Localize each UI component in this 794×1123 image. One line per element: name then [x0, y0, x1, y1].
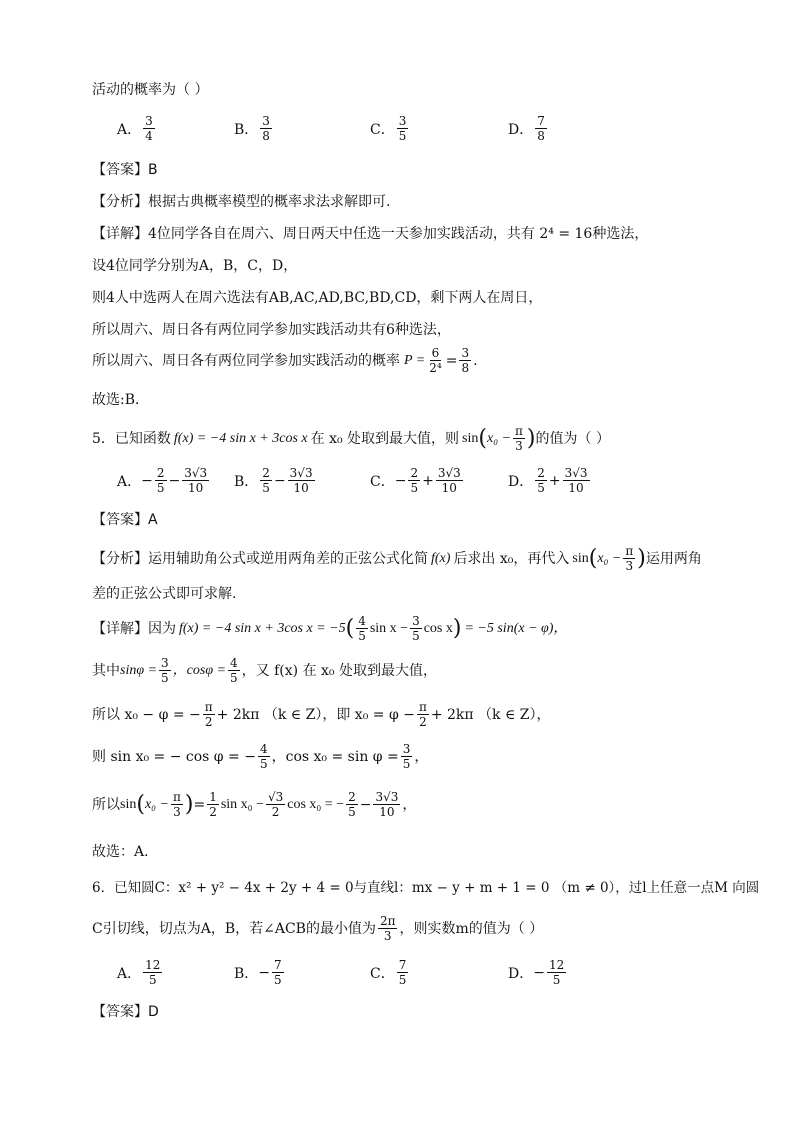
- fraction: [258, 742, 270, 771]
- denominator: 5: [148, 973, 157, 987]
- denominator: 8: [537, 129, 545, 143]
- fraction: [623, 544, 635, 573]
- q4-conclusion: 故选:B．: [92, 392, 150, 408]
- q4-answer: 【答案】B: [92, 162, 158, 178]
- q6-stem-1: 6．已知圆C：x² + y² − 4x + 2y + 4 = 0与直线l：mx − y + m + 1 = 0 （m ≠ 0），过l上任意一点M 向圆: [92, 880, 760, 896]
- q6-option-b: [234, 958, 286, 987]
- fraction: [401, 742, 413, 771]
- math-text: −: [394, 472, 407, 489]
- q5-stem: [92, 424, 610, 453]
- q4-detail-2: 设4位同学分别为A，B，C，D，: [92, 258, 298, 274]
- numerator: 3: [161, 656, 169, 670]
- fraction: [417, 700, 429, 729]
- q4-detail-4: 所以周六、周日各有两位同学参加实践活动共有6种选法，: [92, 322, 451, 338]
- denominator: 10: [293, 481, 309, 495]
- paren: (: [588, 545, 598, 571]
- math-text: 【详解】因为: [92, 620, 176, 637]
- q4-option-b: [234, 114, 274, 143]
- math-text: ，: [414, 748, 429, 765]
- denominator: 10: [441, 481, 457, 495]
- q4-analysis: 【分析】根据古典概率模型的概率求法求解即可.: [92, 194, 391, 210]
- paren-open: (: [478, 425, 487, 451]
- paren: ): [184, 791, 194, 817]
- q5-option-b: [234, 466, 317, 495]
- q5-detail-5: [92, 790, 416, 819]
- math: =: [445, 352, 458, 369]
- numerator: π: [418, 700, 427, 714]
- denominator: 3: [173, 805, 181, 819]
- option-label: D．: [508, 121, 534, 138]
- math-text: 【分析】运用辅助角公式或逆用两角差的正弦公式化简: [92, 550, 428, 567]
- fraction: [535, 114, 547, 143]
- fraction: [547, 958, 566, 987]
- math-text: ，cos x₀ = sin φ =: [271, 748, 399, 765]
- q4-detail-5: [92, 346, 478, 375]
- numerator: π: [625, 544, 634, 558]
- fraction: [260, 466, 272, 495]
- math-text: −: [141, 472, 153, 489]
- math-text: 所以: [92, 796, 120, 813]
- numerator: 3√3: [375, 790, 399, 804]
- denominator: 5: [412, 629, 420, 643]
- denominator: 8: [461, 361, 470, 375]
- fraction: [266, 790, 285, 819]
- fraction: [203, 700, 215, 729]
- fraction: [143, 114, 155, 143]
- numerator: 2: [410, 466, 419, 480]
- numerator: 4: [358, 614, 366, 628]
- fraction: [346, 790, 358, 819]
- math-text: ，则实数m的值为（ ）: [399, 920, 544, 937]
- fraction: [155, 466, 167, 495]
- denominator: 5: [398, 129, 407, 143]
- q4-detail-3: 则4人中选两人在周六选法有AB,AC,AD,BC,BD,CD，剩下两人在周日，: [92, 290, 543, 306]
- denominator: 5: [402, 757, 411, 771]
- math: x₀ −: [486, 430, 512, 446]
- denominator: 5: [262, 481, 270, 495]
- paren: ): [637, 545, 646, 571]
- denominator: 5: [348, 805, 356, 819]
- fraction: [563, 466, 590, 495]
- fraction: [408, 466, 420, 495]
- math-text: −: [533, 964, 545, 981]
- denominator: 3: [515, 439, 523, 453]
- math-text: C引切线，切点为A，B，若∠ACB的最小值为: [92, 920, 376, 937]
- numerator: 4: [259, 742, 268, 756]
- numerator: 3: [461, 346, 470, 360]
- option-label: B．: [234, 121, 259, 138]
- math-text: C．: [370, 473, 395, 490]
- denominator: 5: [410, 481, 419, 495]
- math: f(x) = −4 sin x + 3cos x: [173, 430, 308, 446]
- denominator: 5: [552, 973, 561, 987]
- q5-answer: 【答案】A: [92, 512, 158, 528]
- q5-analysis: [92, 544, 702, 573]
- numerator: 2: [348, 790, 356, 804]
- fraction: [272, 958, 284, 987]
- fraction: [182, 466, 209, 495]
- denominator: 5: [537, 481, 545, 495]
- text: .: [473, 352, 478, 369]
- denominator: 5: [259, 757, 268, 771]
- fraction: [373, 790, 400, 819]
- q6-stem-2: [92, 914, 543, 943]
- q4-option-d: [508, 114, 549, 143]
- text: 在 x₀ 处取到最大值，则: [310, 430, 460, 447]
- fraction: [378, 914, 398, 943]
- fraction: [535, 466, 547, 495]
- denominator: 10: [379, 805, 395, 819]
- numerator: 7: [398, 958, 407, 972]
- numerator: 4: [230, 656, 238, 670]
- numerator: √3: [267, 790, 284, 804]
- numerator: 2π: [379, 914, 396, 928]
- fraction: [459, 346, 471, 375]
- math: sin: [462, 430, 479, 446]
- q5-analysis-line2: 差的正弦公式即可求解.: [92, 586, 237, 602]
- fraction: [513, 424, 525, 453]
- numerator: 3: [145, 114, 153, 128]
- q5-option-a: [117, 466, 211, 495]
- denominator: 5: [230, 671, 238, 685]
- q5-detail-4: [92, 742, 428, 771]
- numerator: π: [515, 424, 523, 438]
- math-text: x₀ −: [144, 796, 169, 812]
- q5-conclusion: 故选：A．: [92, 844, 159, 860]
- q4-detail-1: 【详解】4位同学各自在周六、周日两天中任选一天参加实践活动，共有 2⁴ = 16种选法，: [92, 226, 649, 242]
- numerator: 2: [537, 466, 545, 480]
- q5-option-c: [370, 466, 465, 495]
- fraction: [356, 614, 368, 643]
- math-text: sin: [572, 550, 589, 566]
- paren: ): [452, 615, 462, 641]
- math-text: f(x): [431, 550, 451, 566]
- math-text: cos x: [423, 620, 453, 636]
- math-text: + 2kπ （k ∈ Z），: [430, 706, 551, 723]
- math-text: 运用两角: [645, 550, 702, 567]
- math-text: D．: [508, 965, 534, 982]
- q6-answer: 【答案】D: [92, 1004, 159, 1020]
- numerator: 7: [274, 958, 282, 972]
- math-text: cos x₀ = −: [287, 796, 345, 812]
- q6-option-a: [117, 958, 164, 987]
- math-text: 则 sin x₀ = − cos φ = −: [92, 748, 256, 765]
- denominator: 5: [358, 629, 366, 643]
- math-text: f(x) = −4 sin x + 3cos x = −5: [179, 620, 346, 636]
- math-text: sin x −: [369, 620, 409, 636]
- denominator: 3: [383, 929, 392, 943]
- math-text: ，cosφ =: [172, 662, 227, 678]
- math-text: sin x₀ −: [220, 796, 264, 812]
- math-text: ，: [402, 796, 417, 813]
- math-text: +: [422, 472, 434, 489]
- numerator: 2: [156, 466, 165, 480]
- paren: (: [136, 791, 145, 817]
- math-text: =: [193, 796, 206, 813]
- q5-detail-3: [92, 700, 551, 729]
- fraction: [228, 656, 240, 685]
- numerator: 3√3: [184, 466, 208, 480]
- denominator: 2⁴: [429, 361, 442, 375]
- numerator: 6: [431, 346, 440, 360]
- q4-option-a: [117, 114, 157, 143]
- question-tail: 活动的概率为（ ）: [92, 82, 209, 98]
- fraction: [410, 614, 422, 643]
- denominator: 5: [156, 481, 165, 495]
- math-text: B．: [234, 473, 259, 490]
- denominator: 2: [419, 715, 427, 729]
- paren-close: ): [526, 425, 536, 451]
- denominator: 2: [204, 715, 213, 729]
- numerator: 3: [262, 114, 270, 128]
- math-text: +: [548, 472, 561, 489]
- denominator: 3: [625, 559, 634, 573]
- fraction: [207, 790, 219, 819]
- numerator: 3: [412, 614, 420, 628]
- math-text: 所以 x₀ − φ = −: [92, 706, 201, 723]
- numerator: π: [172, 790, 181, 804]
- denominator: 10: [188, 481, 204, 495]
- q6-option-c: [370, 958, 410, 987]
- math-text: C．: [370, 965, 395, 982]
- fraction: [171, 790, 183, 819]
- denominator: 8: [262, 129, 270, 143]
- math-text: A．: [117, 965, 142, 982]
- numerator: π: [204, 700, 213, 714]
- fraction: [260, 114, 272, 143]
- denominator: 2: [271, 805, 280, 819]
- denominator: 2: [209, 805, 217, 819]
- numerator: 3√3: [564, 466, 588, 480]
- numerator: 7: [537, 114, 545, 128]
- math-text: sin: [120, 796, 137, 812]
- math-text: x₀ −: [597, 550, 622, 566]
- numerator: 12: [548, 958, 565, 972]
- fraction: [143, 958, 162, 987]
- fraction: [397, 114, 409, 143]
- q5-option-d: [508, 466, 592, 495]
- numerator: 12: [145, 958, 161, 972]
- fraction: [436, 466, 463, 495]
- paren: (: [345, 615, 355, 641]
- math-text: −: [258, 964, 271, 981]
- numerator: 1: [209, 790, 217, 804]
- math-text: D．: [508, 473, 534, 490]
- numerator: 3: [398, 114, 407, 128]
- denominator: 5: [274, 973, 282, 987]
- fraction: [397, 958, 409, 987]
- math-text: 后求出 x₀，再代入: [453, 550, 570, 567]
- option-label: A．: [117, 121, 142, 138]
- q5-detail-2: [92, 656, 437, 685]
- numerator: 2: [262, 466, 270, 480]
- option-label: C．: [370, 121, 395, 138]
- q4-option-c: [370, 114, 410, 143]
- fraction: [288, 466, 315, 495]
- numerator: 3√3: [437, 466, 461, 480]
- math-text: 其中: [92, 662, 120, 679]
- text: 的值为（ ）: [535, 430, 610, 447]
- q6-option-d: [508, 958, 568, 987]
- math-text: + 2kπ （k ∈ Z），即 x₀ = φ −: [216, 706, 415, 723]
- text: 5．已知函数: [92, 430, 171, 447]
- denominator: 5: [161, 671, 169, 685]
- fraction: [159, 656, 171, 685]
- math-text: = −5 sin(x − φ)，: [464, 620, 568, 636]
- math-text: sinφ =: [120, 662, 158, 678]
- denominator: 4: [145, 129, 153, 143]
- math-text: −: [273, 472, 286, 489]
- numerator: 3√3: [289, 466, 313, 480]
- math-text: ，又 f(x) 在 x₀ 处取到最大值，: [241, 662, 437, 679]
- math-text: −: [359, 796, 372, 813]
- math-text: B．: [234, 965, 259, 982]
- denominator: 10: [568, 481, 584, 495]
- math: P =: [404, 352, 426, 368]
- q5-detail-1: [92, 614, 567, 643]
- math-text: −: [168, 472, 181, 489]
- denominator: 5: [398, 973, 407, 987]
- math-text: A．: [117, 473, 142, 490]
- fraction: [427, 346, 443, 375]
- text: 所以周六、周日各有两位同学参加实践活动的概率: [92, 352, 400, 369]
- numerator: 3: [402, 742, 411, 756]
